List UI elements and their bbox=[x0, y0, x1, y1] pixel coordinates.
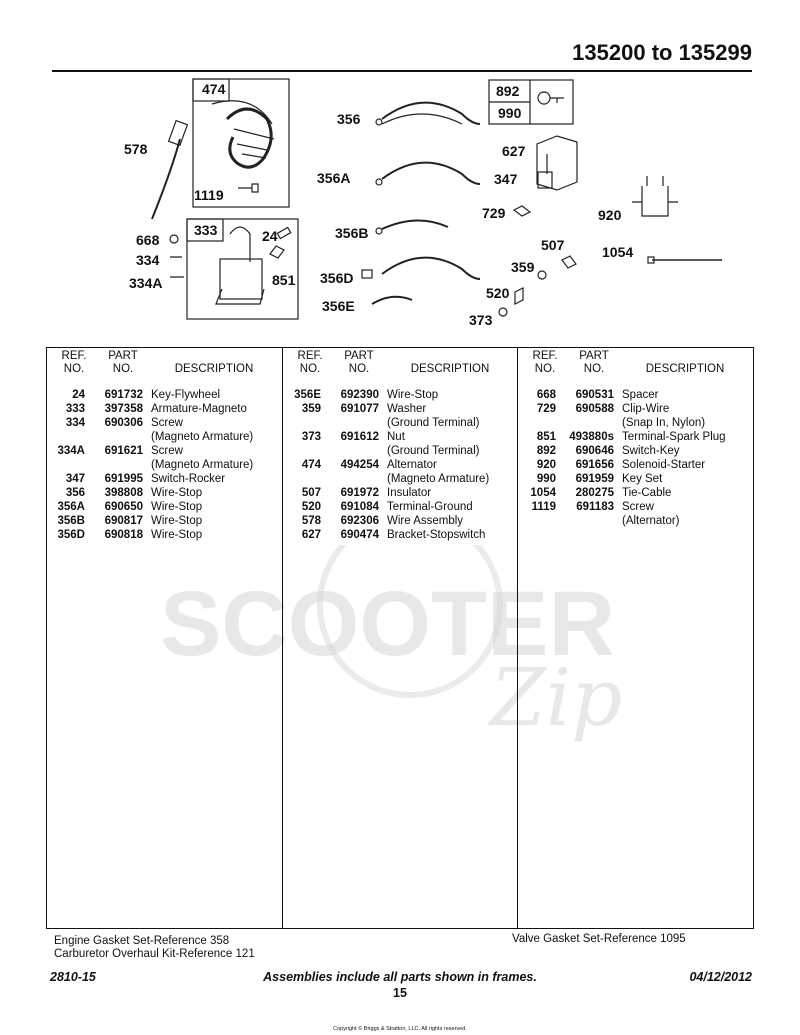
part-no: 690646 bbox=[575, 445, 614, 457]
description: Wire-Stop bbox=[387, 389, 439, 401]
ref-no: 356E bbox=[294, 389, 321, 401]
callout-24: 24 bbox=[262, 228, 278, 244]
part-no: 690531 bbox=[575, 389, 614, 401]
ref-no: 892 bbox=[536, 445, 556, 457]
header-part: PART bbox=[579, 350, 609, 362]
ref-no: 578 bbox=[301, 515, 321, 527]
table-row bbox=[47, 402, 282, 416]
part-no: 397358 bbox=[104, 403, 143, 415]
description: (Magneto Armature) bbox=[387, 473, 490, 485]
description: Key Set bbox=[622, 473, 663, 485]
callout-729: 729 bbox=[482, 205, 506, 221]
callout-668: 668 bbox=[136, 232, 160, 248]
table-row bbox=[283, 430, 518, 458]
parts-column-1 bbox=[47, 348, 282, 928]
header-ref-no: NO. bbox=[299, 363, 321, 375]
watermark-script: Zip bbox=[490, 651, 623, 744]
description: Screw bbox=[151, 445, 183, 457]
header-part-no: NO. bbox=[112, 363, 134, 375]
description: Wire-Stop bbox=[151, 487, 203, 499]
part-no: 691077 bbox=[340, 403, 379, 415]
table-row bbox=[47, 528, 282, 542]
description: Nut bbox=[387, 431, 405, 443]
part-no: 691972 bbox=[340, 487, 379, 499]
description: (Ground Terminal) bbox=[387, 445, 480, 457]
part-no: 690474 bbox=[340, 529, 379, 541]
description: Washer bbox=[387, 403, 427, 415]
parts-column-2 bbox=[282, 348, 518, 928]
note-carburetor-kit: Carburetor Overhaul Kit-Reference 121 bbox=[54, 948, 255, 960]
ref-no: 627 bbox=[301, 529, 321, 541]
callout-1054: 1054 bbox=[602, 244, 634, 260]
description: Terminal-Ground bbox=[387, 501, 473, 513]
description: Bracket-Stopswitch bbox=[387, 529, 486, 541]
description: Switch-Key bbox=[622, 445, 680, 457]
header-ref: REF. bbox=[532, 350, 558, 362]
table-row bbox=[283, 528, 518, 542]
header-part: PART bbox=[108, 350, 138, 362]
table-row bbox=[518, 388, 754, 402]
callout-334a: 334A bbox=[129, 275, 163, 291]
table-row bbox=[283, 486, 518, 500]
ref-no: 347 bbox=[65, 473, 85, 485]
description: Wire Assembly bbox=[387, 515, 464, 527]
page-number: 15 bbox=[393, 986, 407, 1000]
description: (Alternator) bbox=[622, 515, 680, 527]
description: Solenoid-Starter bbox=[622, 459, 706, 471]
callout-356a: 356A bbox=[317, 170, 351, 186]
table-row bbox=[518, 430, 754, 444]
ref-no: 668 bbox=[536, 389, 556, 401]
part-no: 691183 bbox=[576, 501, 614, 513]
header-description: DESCRIPTION bbox=[174, 363, 254, 375]
description: Wire-Stop bbox=[151, 529, 203, 541]
ref-no: 24 bbox=[72, 389, 85, 401]
callout-373: 373 bbox=[469, 312, 493, 328]
ref-no: 729 bbox=[536, 403, 556, 415]
header-ref: REF. bbox=[61, 350, 87, 362]
table-header bbox=[47, 348, 282, 376]
note-engine-gasket: Engine Gasket Set-Reference 358 bbox=[54, 935, 230, 947]
table-row bbox=[518, 458, 754, 472]
callout-851: 851 bbox=[272, 272, 296, 288]
callout-356: 356 bbox=[337, 111, 361, 127]
header-part-no: NO. bbox=[348, 363, 370, 375]
header-ref-no: NO. bbox=[63, 363, 85, 375]
part-no: 690818 bbox=[104, 529, 143, 541]
callout-892: 892 bbox=[496, 83, 520, 99]
part-no: 692390 bbox=[340, 389, 379, 401]
header-part-no: NO. bbox=[583, 363, 605, 375]
description: Tie-Cable bbox=[622, 487, 672, 499]
table-row bbox=[283, 514, 518, 528]
parts-table bbox=[46, 347, 754, 929]
table-row bbox=[283, 402, 518, 430]
table-header bbox=[518, 348, 754, 376]
part-no: 493880s bbox=[569, 431, 614, 443]
ref-no: 359 bbox=[301, 403, 321, 415]
part-no: 691995 bbox=[104, 473, 143, 485]
description: Switch-Rocker bbox=[151, 473, 226, 485]
ref-no: 356D bbox=[57, 529, 85, 541]
table-row bbox=[518, 444, 754, 458]
callout-920: 920 bbox=[598, 207, 622, 223]
part-no: 280275 bbox=[575, 487, 614, 499]
part-no: 691084 bbox=[340, 501, 379, 513]
table-row bbox=[518, 486, 754, 500]
part-no: 692306 bbox=[340, 515, 379, 527]
ref-no: 851 bbox=[536, 431, 556, 443]
description: (Ground Terminal) bbox=[387, 417, 480, 429]
description: Screw bbox=[622, 501, 654, 513]
description: (Magneto Armature) bbox=[151, 459, 254, 471]
callout-507: 507 bbox=[541, 237, 565, 253]
part-no: 691732 bbox=[104, 389, 143, 401]
callout-359: 359 bbox=[511, 259, 535, 275]
part-no: 691959 bbox=[575, 473, 614, 485]
callout-347: 347 bbox=[494, 171, 518, 187]
ref-no: 520 bbox=[301, 501, 321, 513]
part-no: 494254 bbox=[340, 459, 379, 471]
table-row bbox=[47, 444, 282, 472]
table-row bbox=[518, 472, 754, 486]
footer-date: 04/12/2012 bbox=[689, 970, 752, 984]
ref-no: 373 bbox=[301, 431, 321, 443]
callout-1119: 1119 bbox=[194, 187, 224, 203]
description: Armature-Magneto bbox=[151, 403, 247, 415]
table-row bbox=[47, 486, 282, 500]
part-no: 691656 bbox=[575, 459, 614, 471]
table-row bbox=[47, 388, 282, 402]
ref-no: 1119 bbox=[531, 501, 556, 513]
parts-column-3 bbox=[517, 348, 754, 928]
ref-no: 333 bbox=[65, 403, 85, 415]
ref-no: 356 bbox=[65, 487, 85, 499]
description: Key-Flywheel bbox=[151, 389, 221, 401]
table-row bbox=[283, 500, 518, 514]
ref-no: 356A bbox=[57, 501, 85, 513]
description: Alternator bbox=[387, 459, 437, 471]
description: (Snap In, Nylon) bbox=[622, 417, 706, 429]
description: (Magneto Armature) bbox=[151, 431, 254, 443]
callout-356b: 356B bbox=[335, 225, 369, 241]
ref-no: 920 bbox=[536, 459, 556, 471]
callout-474: 474 bbox=[202, 81, 226, 97]
part-no: 690650 bbox=[104, 501, 143, 513]
callout-356e: 356E bbox=[322, 298, 355, 314]
title-rule bbox=[52, 70, 752, 72]
table-row bbox=[518, 402, 754, 430]
part-no: 398808 bbox=[104, 487, 143, 499]
watermark-word: SCOOTER bbox=[160, 573, 615, 675]
copyright: Copyright © Briggs & Stratton, LLC. All rights reserved. bbox=[333, 1026, 467, 1032]
table-row bbox=[518, 500, 754, 528]
header-description: DESCRIPTION bbox=[410, 363, 490, 375]
footer-assemblies-note: Assemblies include all parts shown in frames. bbox=[263, 970, 537, 984]
callout-356d: 356D bbox=[320, 270, 354, 286]
description: Wire-Stop bbox=[151, 515, 203, 527]
part-no: 691621 bbox=[104, 445, 143, 457]
description: Screw bbox=[151, 417, 183, 429]
table-row bbox=[47, 472, 282, 486]
table-row bbox=[47, 500, 282, 514]
part-no: 690306 bbox=[104, 417, 143, 429]
ref-no: 507 bbox=[301, 487, 321, 499]
description: Clip-Wire bbox=[622, 403, 670, 415]
description: Spacer bbox=[622, 389, 659, 401]
ref-no: 356B bbox=[57, 515, 85, 527]
table-row bbox=[283, 458, 518, 486]
part-no: 690588 bbox=[575, 403, 614, 415]
callout-333: 333 bbox=[194, 222, 218, 238]
table-row bbox=[283, 388, 518, 402]
table-row bbox=[47, 514, 282, 528]
description: Terminal-Spark Plug bbox=[622, 431, 726, 443]
callout-627: 627 bbox=[502, 143, 526, 159]
header-ref-no: NO. bbox=[534, 363, 556, 375]
parts-diagram bbox=[52, 74, 752, 342]
note-valve-gasket: Valve Gasket Set-Reference 1095 bbox=[512, 933, 686, 945]
table-row bbox=[47, 416, 282, 444]
callout-578: 578 bbox=[124, 141, 148, 157]
ref-no: 1054 bbox=[530, 487, 556, 499]
ref-no: 990 bbox=[536, 473, 556, 485]
callout-990: 990 bbox=[498, 105, 522, 121]
callout-520: 520 bbox=[486, 285, 510, 301]
description: Insulator bbox=[387, 487, 432, 499]
callout-334: 334 bbox=[136, 252, 160, 268]
header-part: PART bbox=[344, 350, 374, 362]
ref-no: 474 bbox=[301, 459, 321, 471]
header-ref: REF. bbox=[297, 350, 323, 362]
table-header bbox=[283, 348, 518, 376]
footer-model: 2810-15 bbox=[50, 970, 96, 984]
part-no: 690817 bbox=[104, 515, 143, 527]
ref-no: 334 bbox=[65, 417, 85, 429]
page-title: 135200 to 135299 bbox=[572, 40, 752, 65]
part-no: 691612 bbox=[340, 431, 379, 443]
description: Wire-Stop bbox=[151, 501, 203, 513]
header-description: DESCRIPTION bbox=[645, 363, 725, 375]
ref-no: 334A bbox=[57, 445, 85, 457]
